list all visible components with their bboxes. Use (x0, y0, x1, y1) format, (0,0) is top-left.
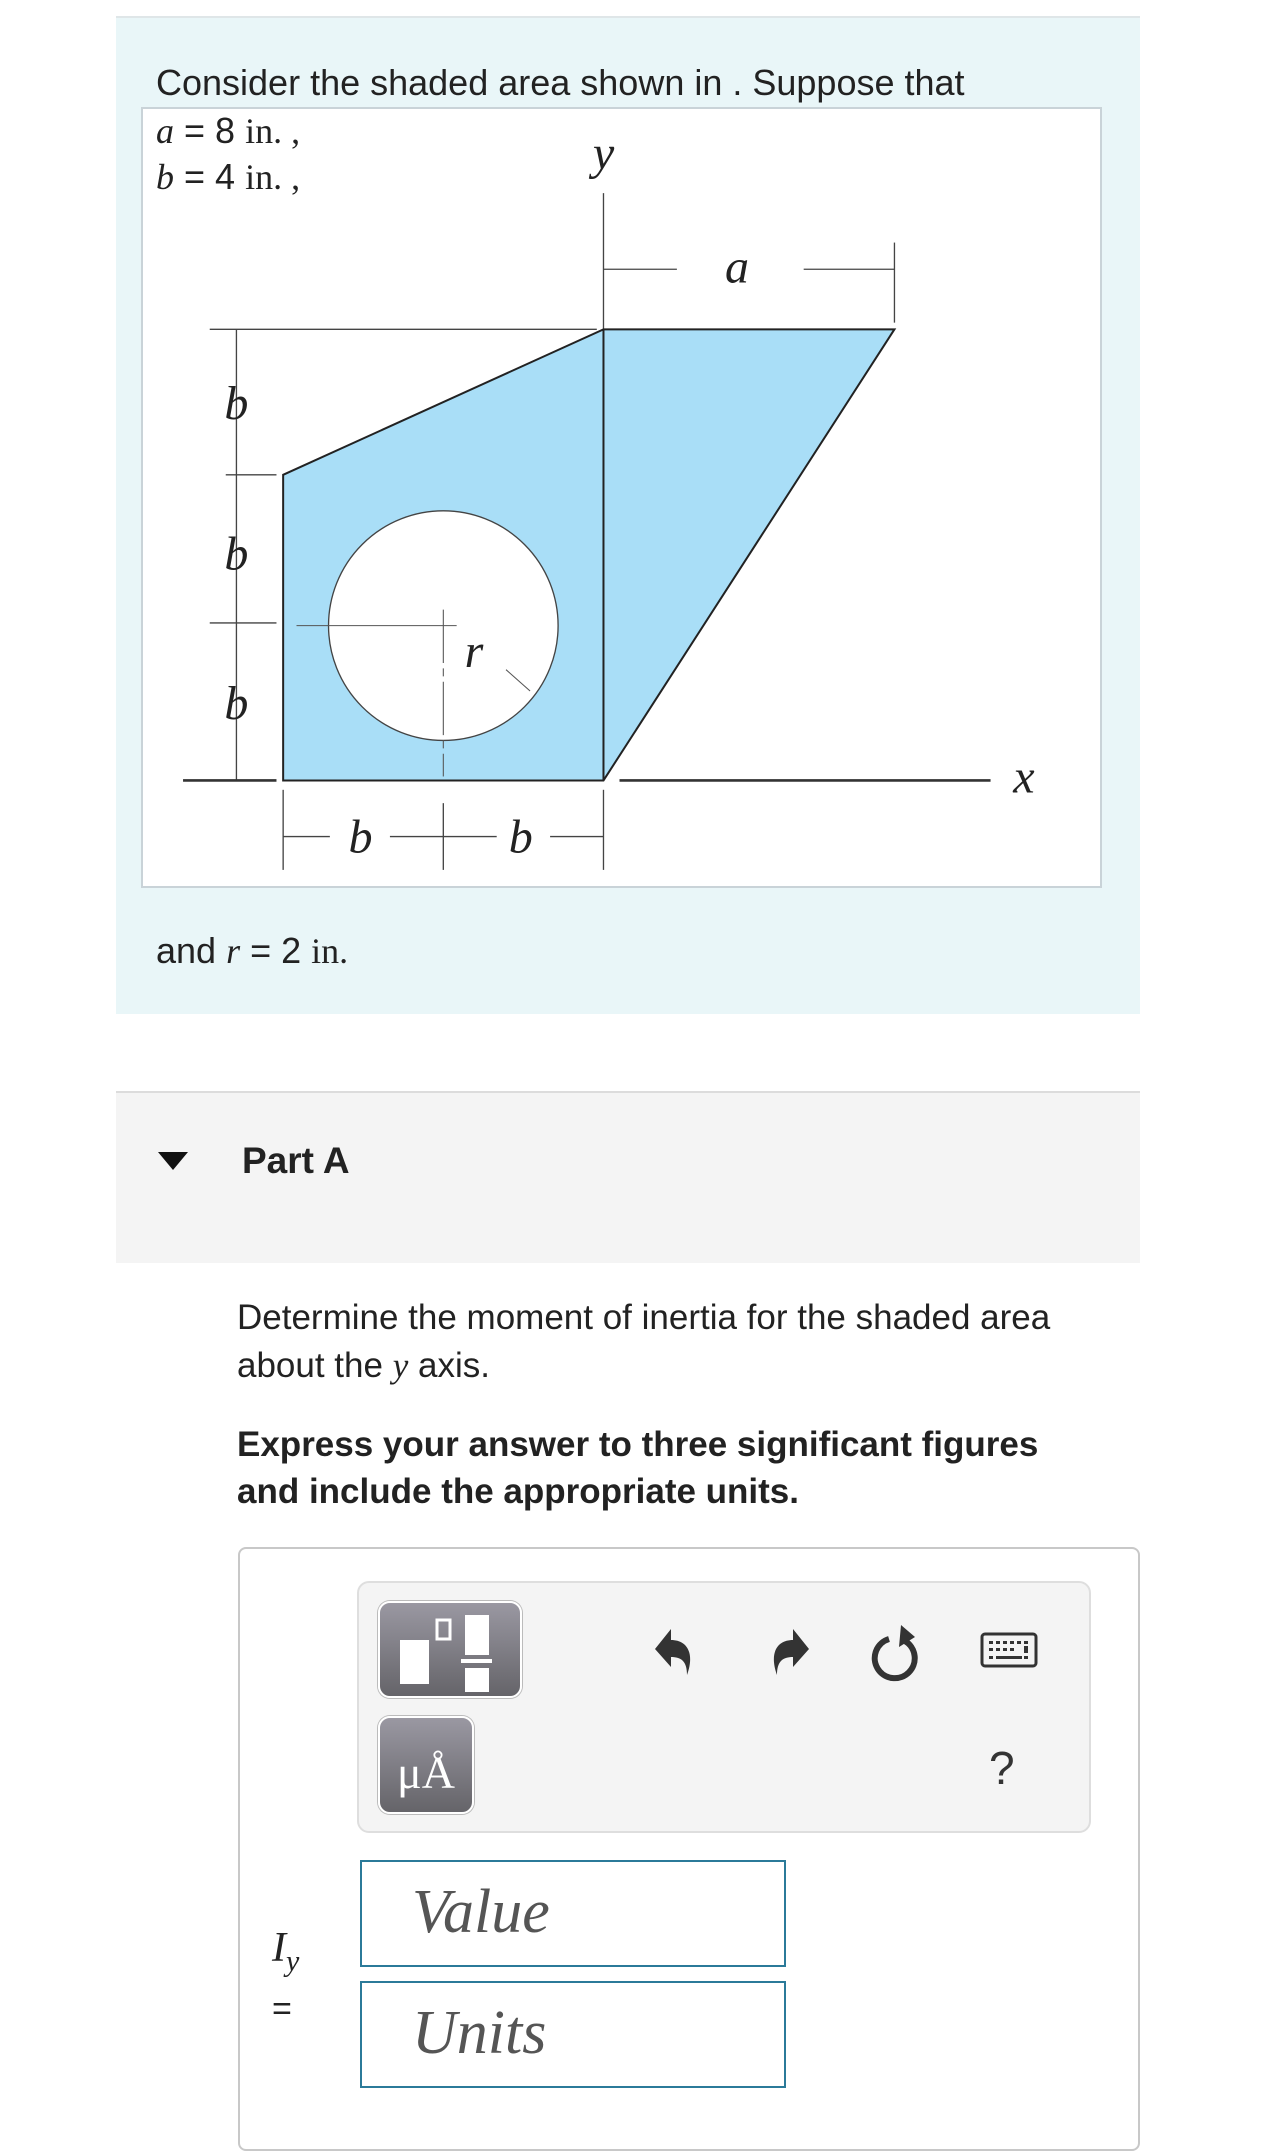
label-subscript: y (286, 1944, 300, 1978)
units-button[interactable]: μÅ (378, 1716, 474, 1814)
dim-label-b: b (508, 810, 533, 864)
keyboard-icon[interactable] (980, 1632, 1038, 1668)
equals-sign: = (272, 1990, 292, 2028)
dim-label-a: a (724, 240, 749, 294)
var-r: r (226, 931, 241, 971)
given-r (156, 930, 348, 972)
b-unit: in. , (245, 157, 301, 197)
figure-frame (141, 107, 1102, 888)
var-b: b (156, 157, 174, 197)
r-unit: in. (311, 931, 349, 971)
templates-button[interactable] (378, 1601, 522, 1698)
math-toolbar (357, 1581, 1091, 1833)
question-text: Determine the moment of inertia for the shaded area (237, 1298, 1051, 1337)
a-value: = 8 (174, 110, 246, 151)
redo-icon[interactable] (767, 1627, 811, 1679)
reset-icon[interactable] (871, 1623, 925, 1683)
shaded-area-figure (143, 109, 1100, 886)
y-axis-label: y (592, 127, 615, 181)
units-input[interactable]: Units (360, 1981, 786, 2088)
b-value: = 4 (174, 156, 246, 197)
question-part: axis. (408, 1346, 490, 1385)
dim-label-b: b (224, 527, 249, 581)
fraction-template-icon (380, 1603, 520, 1696)
value-input[interactable]: Value (360, 1860, 786, 1967)
dim-label-r: r (464, 625, 484, 679)
question-part: about the (237, 1346, 393, 1385)
given-b (156, 156, 300, 198)
part-title: Part A (242, 1140, 350, 1181)
label-var: I (272, 1925, 286, 1971)
problem-intro-text: Consider the shaded area shown in . Suppose that (156, 62, 965, 103)
var-a: a (156, 111, 174, 151)
question-text-2 (237, 1346, 490, 1386)
dim-label-b: b (224, 677, 249, 731)
dim-label-b: b (348, 810, 373, 864)
instruction-text: Express your answer to three significant figures (237, 1425, 1039, 1464)
dim-label-b: b (224, 376, 249, 430)
a-unit: in. , (245, 111, 301, 151)
and-text: and (156, 930, 227, 971)
undo-icon[interactable] (653, 1627, 697, 1679)
help-button[interactable]: ? (989, 1742, 1015, 1794)
var-y: y (392, 1346, 409, 1385)
r-value: = 2 (240, 930, 312, 971)
instruction-text-2: and include the appropriate units. (237, 1472, 799, 1511)
given-a (156, 110, 300, 152)
x-axis-label: x (1013, 750, 1035, 804)
collapse-triangle-icon[interactable] (158, 1152, 188, 1170)
answer-label (272, 1924, 299, 1978)
